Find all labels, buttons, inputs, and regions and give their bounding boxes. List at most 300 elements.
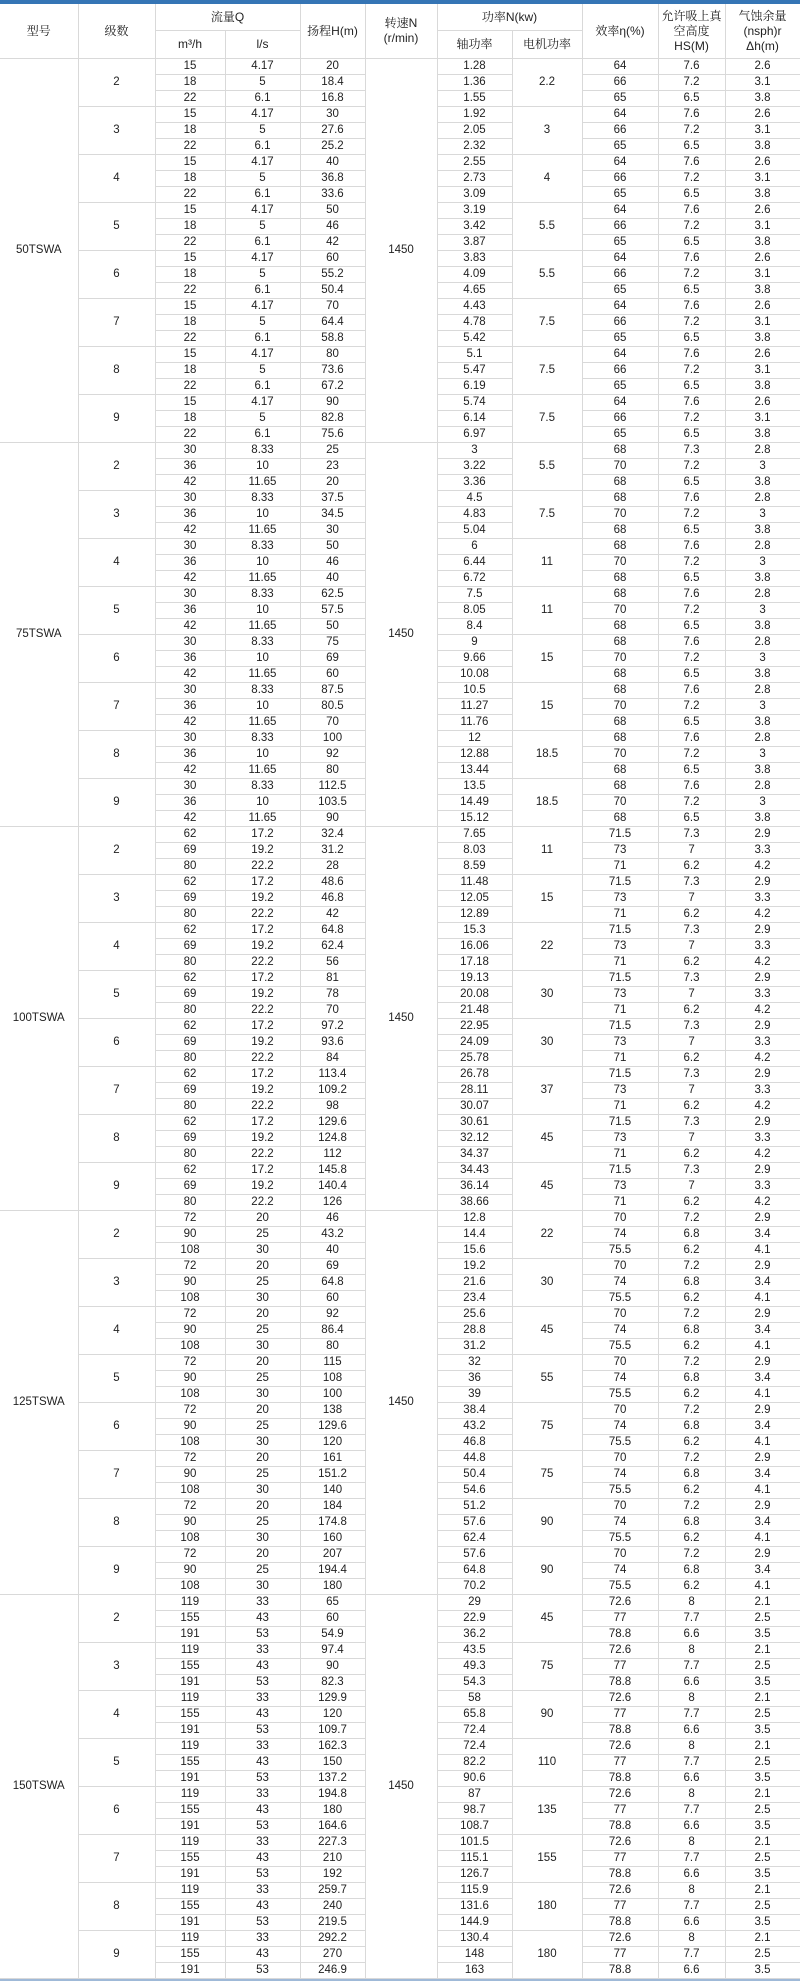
cell-stage: 7	[78, 299, 155, 347]
cell-flow-m3h: 191	[155, 1819, 225, 1835]
cell-npsh: 2.6	[725, 107, 800, 123]
cell-flow-ls: 20	[225, 1307, 300, 1323]
cell-efficiency: 71	[582, 1147, 658, 1163]
cell-flow-ls: 25	[225, 1227, 300, 1243]
cell-efficiency: 70	[582, 1499, 658, 1515]
cell-efficiency: 73	[582, 1083, 658, 1099]
cell-suction: 8	[658, 1931, 725, 1947]
cell-npsh: 2.8	[725, 731, 800, 747]
cell-head: 140.4	[300, 1179, 365, 1195]
cell-suction: 7.3	[658, 1115, 725, 1131]
cell-efficiency: 74	[582, 1275, 658, 1291]
cell-suction: 6.6	[658, 1867, 725, 1883]
header-head: 扬程H(m)	[300, 4, 365, 59]
cell-suction: 6.2	[658, 1435, 725, 1451]
cell-efficiency: 72.6	[582, 1643, 658, 1659]
cell-efficiency: 77	[582, 1659, 658, 1675]
cell-shaft-power: 49.3	[437, 1659, 512, 1675]
cell-speed: 1450	[365, 59, 437, 443]
cell-head: 192	[300, 1867, 365, 1883]
cell-npsh: 3.3	[725, 1179, 800, 1195]
cell-npsh: 3	[725, 795, 800, 811]
cell-flow-ls: 17.2	[225, 971, 300, 987]
cell-efficiency: 68	[582, 715, 658, 731]
cell-npsh: 3.4	[725, 1563, 800, 1579]
cell-head: 25.2	[300, 139, 365, 155]
cell-head: 174.8	[300, 1515, 365, 1531]
cell-flow-m3h: 15	[155, 347, 225, 363]
cell-motor-power: 90	[512, 1499, 582, 1547]
cell-head: 62.5	[300, 587, 365, 603]
cell-suction: 7.2	[658, 795, 725, 811]
cell-stage: 5	[78, 1355, 155, 1403]
cell-efficiency: 65	[582, 139, 658, 155]
cell-head: 46	[300, 1211, 365, 1227]
cell-shaft-power: 6	[437, 539, 512, 555]
cell-flow-ls: 8.33	[225, 587, 300, 603]
cell-flow-m3h: 119	[155, 1835, 225, 1851]
cell-npsh: 2.9	[725, 1451, 800, 1467]
cell-suction: 7.7	[658, 1659, 725, 1675]
cell-flow-m3h: 69	[155, 1083, 225, 1099]
cell-flow-ls: 5	[225, 219, 300, 235]
cell-suction: 7.2	[658, 1259, 725, 1275]
cell-flow-m3h: 108	[155, 1579, 225, 1595]
cell-npsh: 3.4	[725, 1227, 800, 1243]
cell-head: 46	[300, 219, 365, 235]
cell-flow-m3h: 119	[155, 1931, 225, 1947]
cell-flow-ls: 11.65	[225, 667, 300, 683]
cell-suction: 7.2	[658, 123, 725, 139]
cell-head: 103.5	[300, 795, 365, 811]
cell-efficiency: 71	[582, 1003, 658, 1019]
cell-shaft-power: 8.4	[437, 619, 512, 635]
cell-head: 137.2	[300, 1771, 365, 1787]
cell-suction: 7.2	[658, 699, 725, 715]
cell-suction: 7.6	[658, 491, 725, 507]
cell-head: 129.6	[300, 1115, 365, 1131]
cell-suction: 6.5	[658, 811, 725, 827]
cell-head: 109.7	[300, 1723, 365, 1739]
cell-suction: 7.3	[658, 875, 725, 891]
cell-flow-m3h: 72	[155, 1403, 225, 1419]
cell-shaft-power: 14.4	[437, 1227, 512, 1243]
cell-flow-m3h: 69	[155, 891, 225, 907]
cell-npsh: 2.5	[725, 1803, 800, 1819]
cell-suction: 6.8	[658, 1275, 725, 1291]
cell-flow-m3h: 119	[155, 1643, 225, 1659]
cell-motor-power: 90	[512, 1547, 582, 1595]
cell-flow-ls: 10	[225, 651, 300, 667]
cell-head: 34.5	[300, 507, 365, 523]
cell-npsh: 3.8	[725, 715, 800, 731]
cell-flow-ls: 30	[225, 1579, 300, 1595]
cell-flow-ls: 4.17	[225, 299, 300, 315]
cell-efficiency: 65	[582, 235, 658, 251]
cell-npsh: 3.4	[725, 1419, 800, 1435]
cell-flow-m3h: 80	[155, 1147, 225, 1163]
cell-efficiency: 77	[582, 1851, 658, 1867]
cell-flow-m3h: 42	[155, 667, 225, 683]
cell-flow-ls: 19.2	[225, 1035, 300, 1051]
cell-suction: 6.5	[658, 571, 725, 587]
cell-npsh: 4.2	[725, 1099, 800, 1115]
cell-flow-m3h: 72	[155, 1451, 225, 1467]
cell-head: 55.2	[300, 267, 365, 283]
cell-flow-m3h: 42	[155, 811, 225, 827]
cell-npsh: 2.6	[725, 251, 800, 267]
cell-npsh: 3.1	[725, 75, 800, 91]
cell-suction: 6.5	[658, 475, 725, 491]
cell-suction: 7	[658, 843, 725, 859]
cell-flow-m3h: 90	[155, 1323, 225, 1339]
cell-npsh: 4.1	[725, 1291, 800, 1307]
cell-shaft-power: 72.4	[437, 1739, 512, 1755]
cell-efficiency: 68	[582, 587, 658, 603]
cell-efficiency: 64	[582, 395, 658, 411]
cell-efficiency: 65	[582, 91, 658, 107]
cell-flow-m3h: 18	[155, 171, 225, 187]
cell-flow-ls: 19.2	[225, 1083, 300, 1099]
cell-motor-power: 30	[512, 971, 582, 1019]
cell-shaft-power: 2.05	[437, 123, 512, 139]
cell-flow-m3h: 90	[155, 1515, 225, 1531]
cell-shaft-power: 15.6	[437, 1243, 512, 1259]
cell-shaft-power: 57.6	[437, 1515, 512, 1531]
cell-flow-ls: 19.2	[225, 891, 300, 907]
cell-flow-ls: 33	[225, 1787, 300, 1803]
cell-shaft-power: 3	[437, 443, 512, 459]
cell-npsh: 3.4	[725, 1371, 800, 1387]
cell-efficiency: 71.5	[582, 971, 658, 987]
cell-head: 108	[300, 1371, 365, 1387]
cell-speed: 1450	[365, 1211, 437, 1595]
cell-efficiency: 65	[582, 331, 658, 347]
cell-head: 129.6	[300, 1419, 365, 1435]
cell-head: 70	[300, 299, 365, 315]
cell-suction: 6.2	[658, 955, 725, 971]
cell-efficiency: 64	[582, 347, 658, 363]
cell-suction: 6.6	[658, 1915, 725, 1931]
cell-suction: 7.7	[658, 1899, 725, 1915]
cell-npsh: 2.6	[725, 395, 800, 411]
cell-flow-ls: 8.33	[225, 731, 300, 747]
cell-efficiency: 68	[582, 571, 658, 587]
cell-flow-ls: 4.17	[225, 347, 300, 363]
cell-npsh: 2.9	[725, 1163, 800, 1179]
cell-flow-m3h: 22	[155, 283, 225, 299]
cell-stage: 4	[78, 1691, 155, 1739]
cell-motor-power: 155	[512, 1835, 582, 1883]
header-power: 功率N(kw)	[437, 4, 582, 31]
cell-flow-m3h: 36	[155, 507, 225, 523]
cell-flow-ls: 43	[225, 1803, 300, 1819]
cell-efficiency: 77	[582, 1899, 658, 1915]
cell-flow-ls: 53	[225, 1867, 300, 1883]
cell-efficiency: 70	[582, 1403, 658, 1419]
cell-shaft-power: 4.83	[437, 507, 512, 523]
cell-flow-m3h: 72	[155, 1499, 225, 1515]
cell-npsh: 3.4	[725, 1515, 800, 1531]
cell-suction: 6.5	[658, 187, 725, 203]
cell-flow-m3h: 155	[155, 1707, 225, 1723]
cell-shaft-power: 90.6	[437, 1771, 512, 1787]
cell-motor-power: 45	[512, 1595, 582, 1643]
cell-head: 82.3	[300, 1675, 365, 1691]
cell-stage: 9	[78, 1547, 155, 1595]
cell-shaft-power: 144.9	[437, 1915, 512, 1931]
cell-flow-ls: 8.33	[225, 635, 300, 651]
cell-head: 58.8	[300, 331, 365, 347]
cell-head: 48.6	[300, 875, 365, 891]
cell-suction: 7.6	[658, 779, 725, 795]
cell-stage: 8	[78, 1499, 155, 1547]
cell-efficiency: 78.8	[582, 1723, 658, 1739]
cell-shaft-power: 6.14	[437, 411, 512, 427]
cell-model: 100TSWA	[0, 827, 78, 1211]
cell-stage: 8	[78, 1115, 155, 1163]
cell-flow-ls: 8.33	[225, 683, 300, 699]
cell-stage: 9	[78, 395, 155, 443]
cell-suction: 7.2	[658, 651, 725, 667]
cell-npsh: 4.2	[725, 1195, 800, 1211]
cell-shaft-power: 148	[437, 1947, 512, 1963]
header-suction: 允许吸上真 空高度 HS(M)	[658, 4, 725, 59]
cell-npsh: 3.8	[725, 619, 800, 635]
cell-efficiency: 78.8	[582, 1627, 658, 1643]
cell-shaft-power: 21.48	[437, 1003, 512, 1019]
cell-npsh: 2.9	[725, 1547, 800, 1563]
cell-stage: 4	[78, 539, 155, 587]
cell-flow-m3h: 62	[155, 971, 225, 987]
cell-npsh: 3.8	[725, 427, 800, 443]
bottom-accent-bar	[0, 1979, 800, 1981]
cell-flow-m3h: 72	[155, 1307, 225, 1323]
cell-stage: 7	[78, 683, 155, 731]
cell-npsh: 3.8	[725, 187, 800, 203]
cell-suction: 6.2	[658, 1147, 725, 1163]
cell-shaft-power: 22.95	[437, 1019, 512, 1035]
cell-shaft-power: 30.61	[437, 1115, 512, 1131]
cell-flow-m3h: 69	[155, 843, 225, 859]
cell-head: 194.4	[300, 1563, 365, 1579]
cell-suction: 6.5	[658, 427, 725, 443]
cell-flow-m3h: 155	[155, 1947, 225, 1963]
cell-speed: 1450	[365, 443, 437, 827]
cell-flow-ls: 30	[225, 1243, 300, 1259]
cell-motor-power: 135	[512, 1787, 582, 1835]
cell-shaft-power: 39	[437, 1387, 512, 1403]
cell-suction: 7.6	[658, 59, 725, 75]
cell-efficiency: 70	[582, 1451, 658, 1467]
cell-suction: 7.6	[658, 107, 725, 123]
cell-suction: 7.3	[658, 1163, 725, 1179]
cell-flow-m3h: 62	[155, 1019, 225, 1035]
cell-shaft-power: 38.4	[437, 1403, 512, 1419]
cell-flow-m3h: 191	[155, 1771, 225, 1787]
cell-head: 28	[300, 859, 365, 875]
cell-head: 60	[300, 1611, 365, 1627]
pump-spec-table	[0, 4, 800, 1979]
cell-flow-ls: 25	[225, 1467, 300, 1483]
cell-flow-ls: 6.1	[225, 91, 300, 107]
cell-npsh: 2.5	[725, 1947, 800, 1963]
cell-npsh: 2.1	[725, 1931, 800, 1947]
cell-efficiency: 68	[582, 683, 658, 699]
cell-efficiency: 74	[582, 1419, 658, 1435]
cell-suction: 7	[658, 987, 725, 1003]
cell-stage: 6	[78, 1019, 155, 1067]
cell-efficiency: 68	[582, 811, 658, 827]
cell-speed: 1450	[365, 827, 437, 1211]
cell-shaft-power: 1.28	[437, 59, 512, 75]
cell-flow-m3h: 69	[155, 1131, 225, 1147]
cell-suction: 6.5	[658, 715, 725, 731]
cell-stage: 4	[78, 1307, 155, 1355]
cell-motor-power: 75	[512, 1403, 582, 1451]
cell-flow-ls: 33	[225, 1883, 300, 1899]
cell-npsh: 2.9	[725, 1355, 800, 1371]
cell-stage: 6	[78, 251, 155, 299]
cell-efficiency: 66	[582, 171, 658, 187]
cell-flow-m3h: 15	[155, 299, 225, 315]
cell-flow-ls: 19.2	[225, 1179, 300, 1195]
cell-head: 50	[300, 539, 365, 555]
cell-shaft-power: 11.48	[437, 875, 512, 891]
cell-motor-power: 110	[512, 1739, 582, 1787]
cell-suction: 7.6	[658, 347, 725, 363]
cell-npsh: 2.9	[725, 971, 800, 987]
cell-efficiency: 78.8	[582, 1963, 658, 1979]
cell-flow-ls: 17.2	[225, 1115, 300, 1131]
cell-flow-ls: 53	[225, 1723, 300, 1739]
cell-flow-m3h: 42	[155, 619, 225, 635]
cell-shaft-power: 82.2	[437, 1755, 512, 1771]
cell-npsh: 4.2	[725, 1051, 800, 1067]
cell-head: 86.4	[300, 1323, 365, 1339]
cell-head: 75	[300, 635, 365, 651]
cell-suction: 8	[658, 1691, 725, 1707]
cell-efficiency: 68	[582, 443, 658, 459]
cell-model: 50TSWA	[0, 59, 78, 443]
cell-flow-m3h: 155	[155, 1803, 225, 1819]
cell-efficiency: 65	[582, 187, 658, 203]
cell-stage: 3	[78, 107, 155, 155]
cell-head: 240	[300, 1899, 365, 1915]
cell-flow-m3h: 119	[155, 1595, 225, 1611]
cell-efficiency: 73	[582, 891, 658, 907]
cell-stage: 4	[78, 155, 155, 203]
cell-suction: 7.2	[658, 1547, 725, 1563]
cell-efficiency: 71.5	[582, 1067, 658, 1083]
cell-flow-m3h: 155	[155, 1611, 225, 1627]
cell-efficiency: 71.5	[582, 1115, 658, 1131]
cell-flow-ls: 30	[225, 1435, 300, 1451]
cell-flow-m3h: 80	[155, 1099, 225, 1115]
cell-motor-power: 3	[512, 107, 582, 155]
cell-flow-ls: 30	[225, 1531, 300, 1547]
cell-npsh: 3.4	[725, 1275, 800, 1291]
cell-npsh: 4.2	[725, 859, 800, 875]
cell-suction: 7	[658, 1179, 725, 1195]
cell-motor-power: 2.2	[512, 59, 582, 107]
cell-shaft-power: 108.7	[437, 1819, 512, 1835]
cell-head: 97.4	[300, 1643, 365, 1659]
cell-head: 30	[300, 107, 365, 123]
cell-efficiency: 71	[582, 1195, 658, 1211]
cell-suction: 6.5	[658, 139, 725, 155]
cell-head: 62.4	[300, 939, 365, 955]
cell-flow-m3h: 42	[155, 475, 225, 491]
cell-npsh: 3.1	[725, 267, 800, 283]
cell-flow-ls: 43	[225, 1755, 300, 1771]
cell-suction: 7.2	[658, 411, 725, 427]
cell-npsh: 2.9	[725, 827, 800, 843]
cell-flow-ls: 22.2	[225, 1051, 300, 1067]
cell-efficiency: 72.6	[582, 1691, 658, 1707]
cell-flow-ls: 10	[225, 795, 300, 811]
cell-flow-ls: 4.17	[225, 59, 300, 75]
cell-flow-m3h: 42	[155, 715, 225, 731]
cell-motor-power: 45	[512, 1307, 582, 1355]
cell-npsh: 2.1	[725, 1883, 800, 1899]
cell-motor-power: 75	[512, 1643, 582, 1691]
cell-head: 140	[300, 1483, 365, 1499]
cell-suction: 6.2	[658, 907, 725, 923]
cell-flow-ls: 19.2	[225, 843, 300, 859]
cell-npsh: 3.3	[725, 1083, 800, 1099]
cell-shaft-power: 6.44	[437, 555, 512, 571]
cell-flow-ls: 43	[225, 1707, 300, 1723]
cell-npsh: 3.8	[725, 235, 800, 251]
cell-head: 78	[300, 987, 365, 1003]
cell-suction: 7	[658, 939, 725, 955]
cell-suction: 7.7	[658, 1947, 725, 1963]
cell-efficiency: 77	[582, 1803, 658, 1819]
cell-motor-power: 15	[512, 635, 582, 683]
cell-efficiency: 77	[582, 1947, 658, 1963]
cell-efficiency: 68	[582, 491, 658, 507]
cell-efficiency: 74	[582, 1227, 658, 1243]
cell-suction: 6.5	[658, 283, 725, 299]
cell-head: 50.4	[300, 283, 365, 299]
cell-flow-ls: 53	[225, 1963, 300, 1979]
cell-shaft-power: 16.06	[437, 939, 512, 955]
cell-head: 42	[300, 235, 365, 251]
cell-npsh: 2.6	[725, 347, 800, 363]
cell-suction: 6.6	[658, 1675, 725, 1691]
cell-efficiency: 71.5	[582, 875, 658, 891]
cell-flow-ls: 53	[225, 1627, 300, 1643]
cell-flow-ls: 11.65	[225, 811, 300, 827]
cell-efficiency: 65	[582, 283, 658, 299]
header-shaft-power: 轴功率	[437, 31, 512, 59]
cell-shaft-power: 11.27	[437, 699, 512, 715]
cell-npsh: 3.8	[725, 571, 800, 587]
cell-suction: 7.2	[658, 267, 725, 283]
cell-suction: 6.8	[658, 1227, 725, 1243]
cell-stage: 7	[78, 1835, 155, 1883]
cell-flow-m3h: 15	[155, 155, 225, 171]
cell-shaft-power: 1.55	[437, 91, 512, 107]
cell-stage: 5	[78, 971, 155, 1019]
cell-npsh: 3	[725, 651, 800, 667]
cell-shaft-power: 58	[437, 1691, 512, 1707]
cell-suction: 7.3	[658, 443, 725, 459]
cell-shaft-power: 25.78	[437, 1051, 512, 1067]
cell-flow-m3h: 62	[155, 1067, 225, 1083]
cell-shaft-power: 6.19	[437, 379, 512, 395]
